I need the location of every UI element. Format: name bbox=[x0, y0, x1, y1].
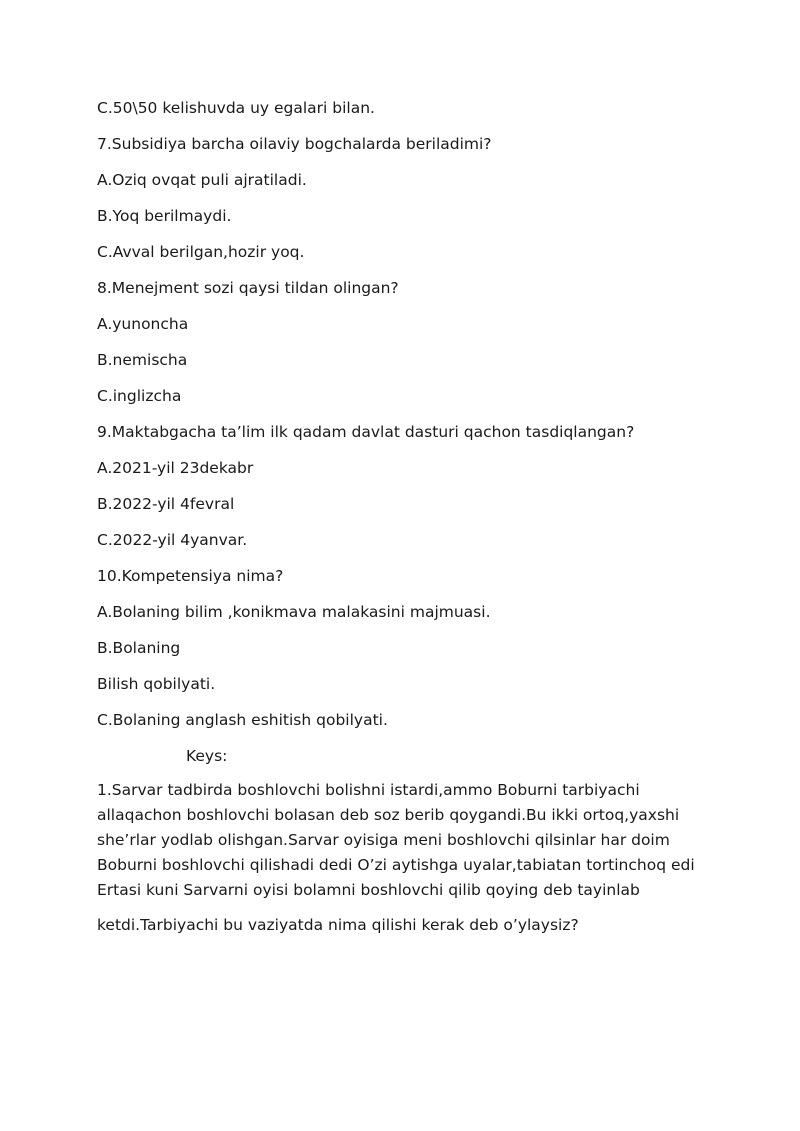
answer-a-q7: A.Oziq ovqat puli ajratiladi. bbox=[97, 171, 307, 189]
case-line: Ertasi kuni Sarvarni oyisi bolamni boshlovchi qilib qoying deb tayinlab bbox=[97, 881, 640, 899]
case-line: allaqachon boshlovchi bolasan deb soz berib qoygandi.Bu ikki ortoq,yaxshi bbox=[97, 806, 680, 824]
question-7: 7.Subsidiya barcha oilaviy bogchalarda beriladimi? bbox=[97, 135, 492, 153]
answer-a-q9: A.2021-yil 23dekabr bbox=[97, 459, 254, 477]
answer-c-q8: C.inglizcha bbox=[97, 387, 182, 405]
answer-a-q8: A.yunoncha bbox=[97, 315, 189, 333]
answer-a-q10: A.Bolaning bilim ,konikmava malakasini majmuasi. bbox=[97, 603, 491, 621]
keys-heading: Keys: bbox=[186, 747, 228, 765]
case-line: Boburni boshlovchi qilishadi dedi O’zi aytishga uyalar,tabiatan tortinchoq edi bbox=[97, 856, 695, 874]
answer-c-q9: C.2022-yil 4yanvar. bbox=[97, 531, 248, 549]
case-line: she’rlar yodlab olishgan.Sarvar oyisiga meni boshlovchi qilsinlar har doim bbox=[97, 831, 670, 849]
case-line: ketdi.Tarbiyachi bu vaziyatda nima qilishi kerak deb o’ylaysiz? bbox=[97, 916, 579, 934]
case-line: 1.Sarvar tadbirda boshlovchi bolishni istardi,ammo Boburni tarbiyachi bbox=[97, 781, 640, 799]
case-study-paragraph bbox=[97, 778, 707, 938]
question-8: 8.Menejment sozi qaysi tildan olingan? bbox=[97, 279, 399, 297]
answer-b-q7: B.Yoq berilmaydi. bbox=[97, 207, 232, 225]
answer-c-q10: C.Bolaning anglash eshitish qobilyati. bbox=[97, 711, 388, 729]
question-10: 10.Kompetensiya nima? bbox=[97, 567, 284, 585]
answer-b-q10: B.Bolaning bbox=[97, 639, 181, 657]
answer-b-q9: B.2022-yil 4fevral bbox=[97, 495, 235, 513]
answer-b-q10-continued: Bilish qobilyati. bbox=[97, 675, 216, 693]
answer-c-q7: C.Avval berilgan,hozir yoq. bbox=[97, 243, 305, 261]
answer-c-q6: C.50\50 kelishuvda uy egalari bilan. bbox=[97, 99, 375, 117]
answer-b-q8: B.nemischa bbox=[97, 351, 188, 369]
question-9: 9.Maktabgacha ta’lim ilk qadam davlat dasturi qachon tasdiqlangan? bbox=[97, 423, 635, 441]
